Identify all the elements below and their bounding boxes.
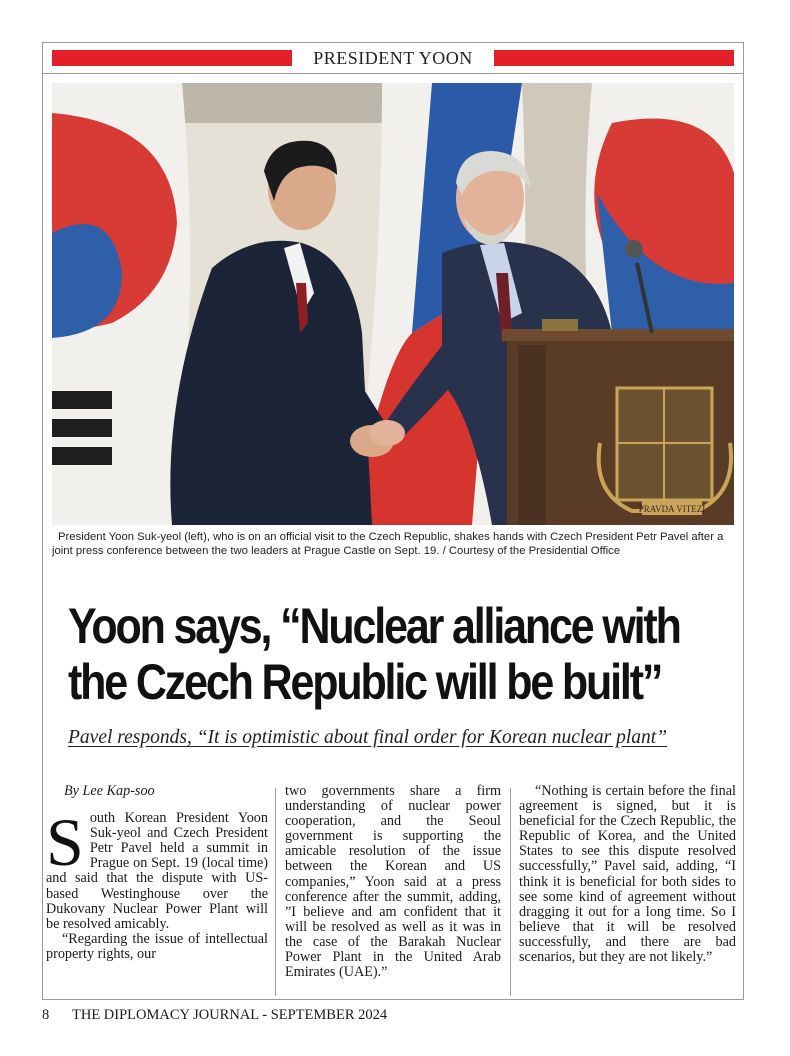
byline: By Lee Kap-soo: [64, 783, 155, 799]
article-photo: [52, 83, 734, 525]
section-label: PRESIDENT YOON: [313, 48, 473, 68]
headline-line-2: the Czech Republic will be built”: [68, 654, 662, 710]
article-column-3: [519, 784, 736, 965]
column-divider-1: [275, 788, 276, 996]
headline: [68, 598, 680, 710]
section-header: [52, 46, 734, 70]
publication-name: THE DIPLOMACY JOURNAL - SEPTEMBER 2024: [72, 1007, 388, 1023]
column-divider-2: [510, 788, 511, 996]
korean-flag-left: [52, 83, 190, 525]
subheadline: Pavel responds, “It is optimistic about final order for Korean nuclear plant”: [68, 727, 668, 748]
page-footer: [42, 1007, 387, 1024]
header-rule: [42, 73, 744, 74]
drop-cap: S: [46, 804, 84, 881]
section-bar-right: [494, 50, 734, 66]
paragraph-text: outh Korean President Yoon Suk-yeol and Czech President Petr Pavel held a summit in Prague on Sept. 19 (local time) and said that the dispute with US-based Westinghouse over the Dukovany Nuclear Power Plant will be resolved amicably.: [46, 810, 268, 932]
photo-caption: President Yoon Suk-yeol (left), who is on an official visit to the Czech Republic, shakes hands with Czech President Petr Pavel after a joint press conference between the two leaders at Prague Castle on Sept. 19. / Courtesy of the Presidential Office: [52, 531, 724, 557]
svg-text:PRAVDA VITEZI: PRAVDA VITEZI: [638, 504, 706, 514]
article-paragraph: [46, 804, 268, 932]
handshake-photo-illustration: [52, 83, 734, 525]
section-bar-left: [52, 50, 292, 66]
article-paragraph: two governments share a firm understanding of nuclear power cooperation, and the Seoul government is supporting the amicable resolution of the issue between the Korean and US companies,” Yoon said at a press conference after the summit, adding, ”I believe and am confident that it will be resolved as well as it was in the case of the Barakah Nuclear Power Plant in the United Arab Emirates (UAE).”: [285, 783, 501, 981]
page-number: 8: [42, 1007, 50, 1023]
article-column-1: [46, 784, 268, 962]
article-column-2: [285, 784, 501, 980]
headline-line-1: Yoon says, “Nuclear alliance with: [68, 598, 680, 654]
article-paragraph: “Nothing is certain before the final agreement is signed, but it is beneficial for the Czech Republic, the Republic of Korea, and the United States to see this dispute resolved successfully,” Pavel said, adding, “I think it is beneficial for both sides to see some kind of agreement without dragging it out for a long time. So I believe that it will be resolved successfully, and there are bad scenarios, but they are not likely.”: [519, 783, 736, 966]
article-paragraph: “Regarding the issue of intellectual property rights, our: [46, 930, 268, 962]
